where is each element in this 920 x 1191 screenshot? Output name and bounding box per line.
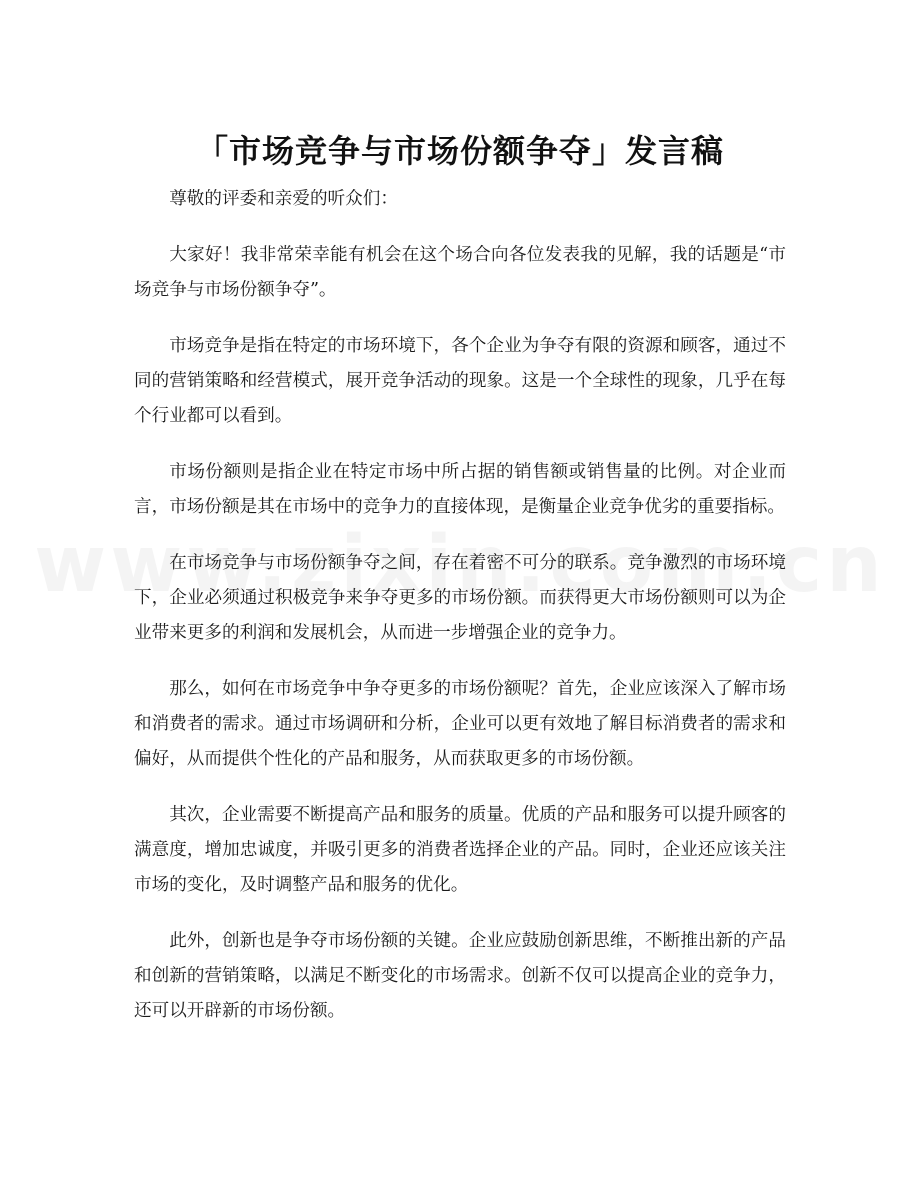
paragraph-market-share: 市场份额则是指企业在特定市场中所占据的销售额或销售量的比例。对企业而言，市场份额是其在市场中的竞争力的直接体现，是衡量企业竞争优劣的重要指标。: [134, 462, 786, 517]
paragraph-relationship: 在市场竞争与市场份额争夺之间，存在着密不可分的联系。竞争激烈的市场环境下，企业必须通过积极竞争来争夺更多的市场份额。而获得更大市场份额则可以为企业带来更多的利润和发展机会，从而进一步增强企业的竞争力。: [134, 553, 786, 643]
document-body: [134, 182, 786, 1050]
paragraph-intro: 大家好！我非常荣幸能有机会在这个场合向各位发表我的见解，我的话题是“市场竞争与市场份额争夺”。: [134, 245, 786, 300]
paragraph-how-to-compete: 那么，如何在市场竞争中争夺更多的市场份额呢？首先，企业应该深入了解市场和消费者的需求。通过市场调研和分析，企业可以更有效地了解目标消费者的需求和偏好，从而提供个性化的产品和服务，从而获取更多的市场份额。: [134, 679, 786, 769]
paragraph-innovation: 此外，创新也是争夺市场份额的关键。企业应鼓励创新思维，不断推出新的产品和创新的营销策略，以满足不断变化的市场需求。创新不仅可以提高企业的竞争力，还可以开辟新的市场份额。: [134, 931, 786, 1021]
paragraph-greeting: 尊敬的评委和亲爱的听众们：: [169, 189, 398, 209]
paragraph-market-competition: 市场竞争是指在特定的市场环境下，各个企业为争夺有限的资源和顾客，通过不同的营销策略和经营模式，展开竞争活动的现象。这是一个全球性的现象，几乎在每个行业都可以看到。: [134, 336, 786, 426]
paragraph-quality: 其次，企业需要不断提高产品和服务的质量。优质的产品和服务可以提升顾客的满意度，增加忠诚度，并吸引更多的消费者选择企业的产品。同时，企业还应该关注市场的变化，及时调整产品和服务的优化。: [134, 805, 786, 895]
document-title: 「市场竞争与市场份额争夺」发言稿: [195, 132, 724, 171]
